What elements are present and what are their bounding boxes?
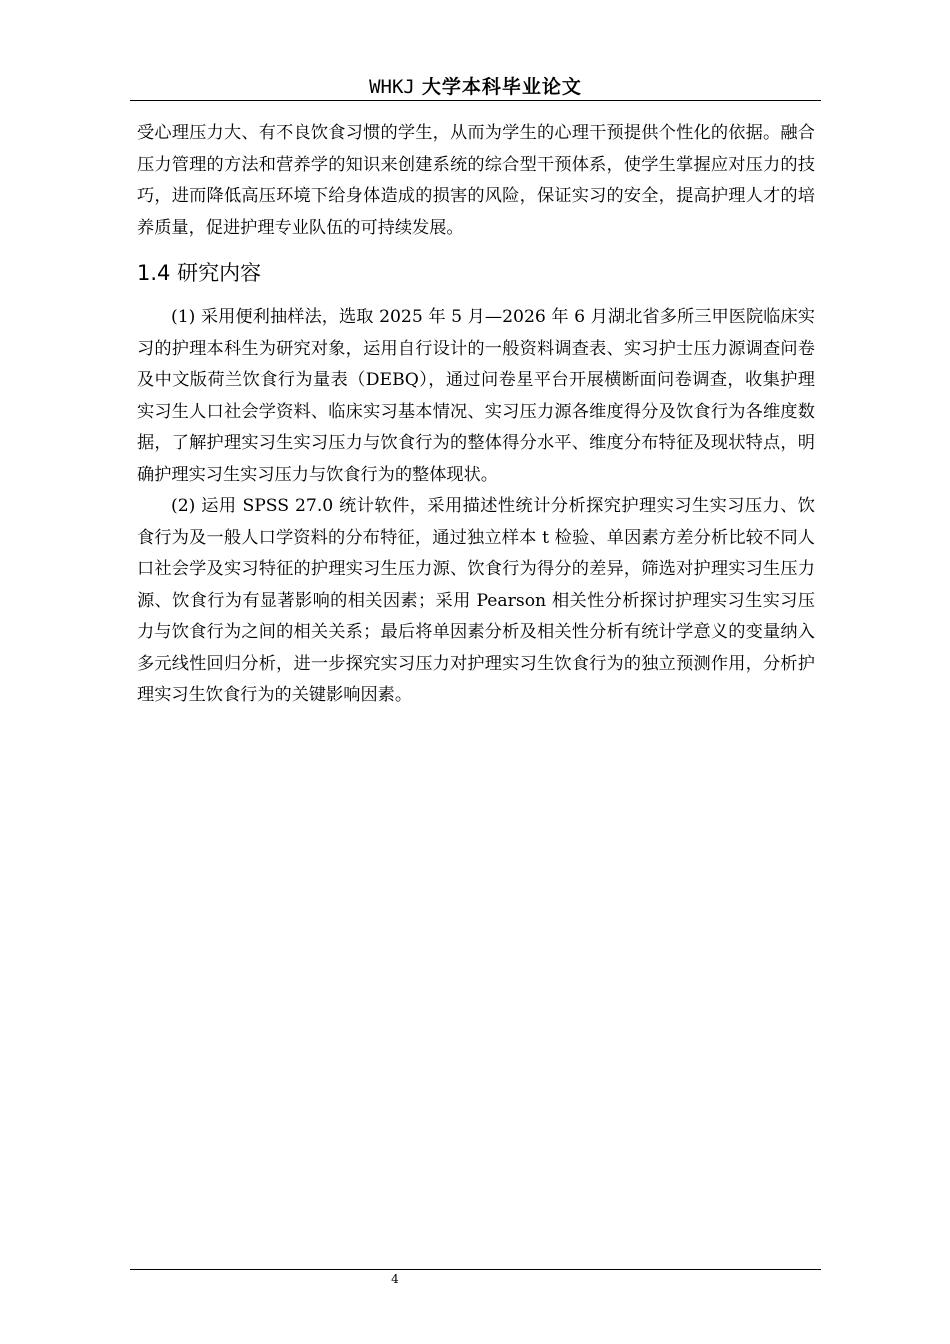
continued-paragraph: 受心理压力大、有不良饮食习惯的学生，从而为学生的心理干预提供个性化的依据。融合压力管理的方法和营养学的知识来创建系统的综合型干预体系，使学生掌握应对压力的技巧，进而降低高压环境下给身体造成的损害的风险，保证实习的安全，提高护理人才的培养质量，促进护理专业队伍的可持续发展。 bbox=[137, 123, 815, 238]
page-body bbox=[137, 118, 815, 712]
footer-divider bbox=[130, 1269, 821, 1270]
page-header bbox=[130, 72, 821, 101]
page-number: 4 bbox=[391, 1272, 399, 1286]
paragraph-1: (1) 采用便利抽样法，选取 2025 年 5 月—2026 年 6 月湖北省多所三甲医院临床实习的护理本科生为研究对象，运用自行设计的一般资料调查表、实习护士压力源调查问卷及中文版荷兰饮食行为量表（DEBQ），通过问卷星平台开展横断面问卷调查，收集护理实习生人口社会学资料、临床实习基本情况、实习压力源各维度得分及饮食行为各维度数据，了解护理实习生实习压力与饮食行为的整体得分水平、维度分布特征及现状特点，明确护理实习生实习压力与饮食行为的整体现状。 bbox=[137, 307, 815, 485]
header-title-latin: WHKJ bbox=[369, 76, 415, 98]
paragraph-2: (2) 运用 SPSS 27.0 统计软件，采用描述性统计分析探究护理实习生实习压力、饮食行为及一般人口学资料的分布特征，通过独立样本 t 检验、单因素方差分析比较不同人口社会学及实习特征的护理实习生压力源、饮食行为得分的差异，筛选对护理实习生压力源、饮食行为有显著影响的相关因素；采用 Pearson 相关性分析探讨护理实习生实习压力与饮食行为之间的相关关系；最后将单因素分析及相关性分析有统计学意义的变量纳入多元线性回归分析，进一步探究实习压力对护理实习生饮食行为的独立预测作用，分析护理实习生饮食行为的关键影响因素。 bbox=[137, 496, 815, 705]
header-title-cjk: 大学本科毕业论文 bbox=[421, 76, 582, 98]
section-heading: 1.4 研究内容 bbox=[137, 261, 262, 285]
